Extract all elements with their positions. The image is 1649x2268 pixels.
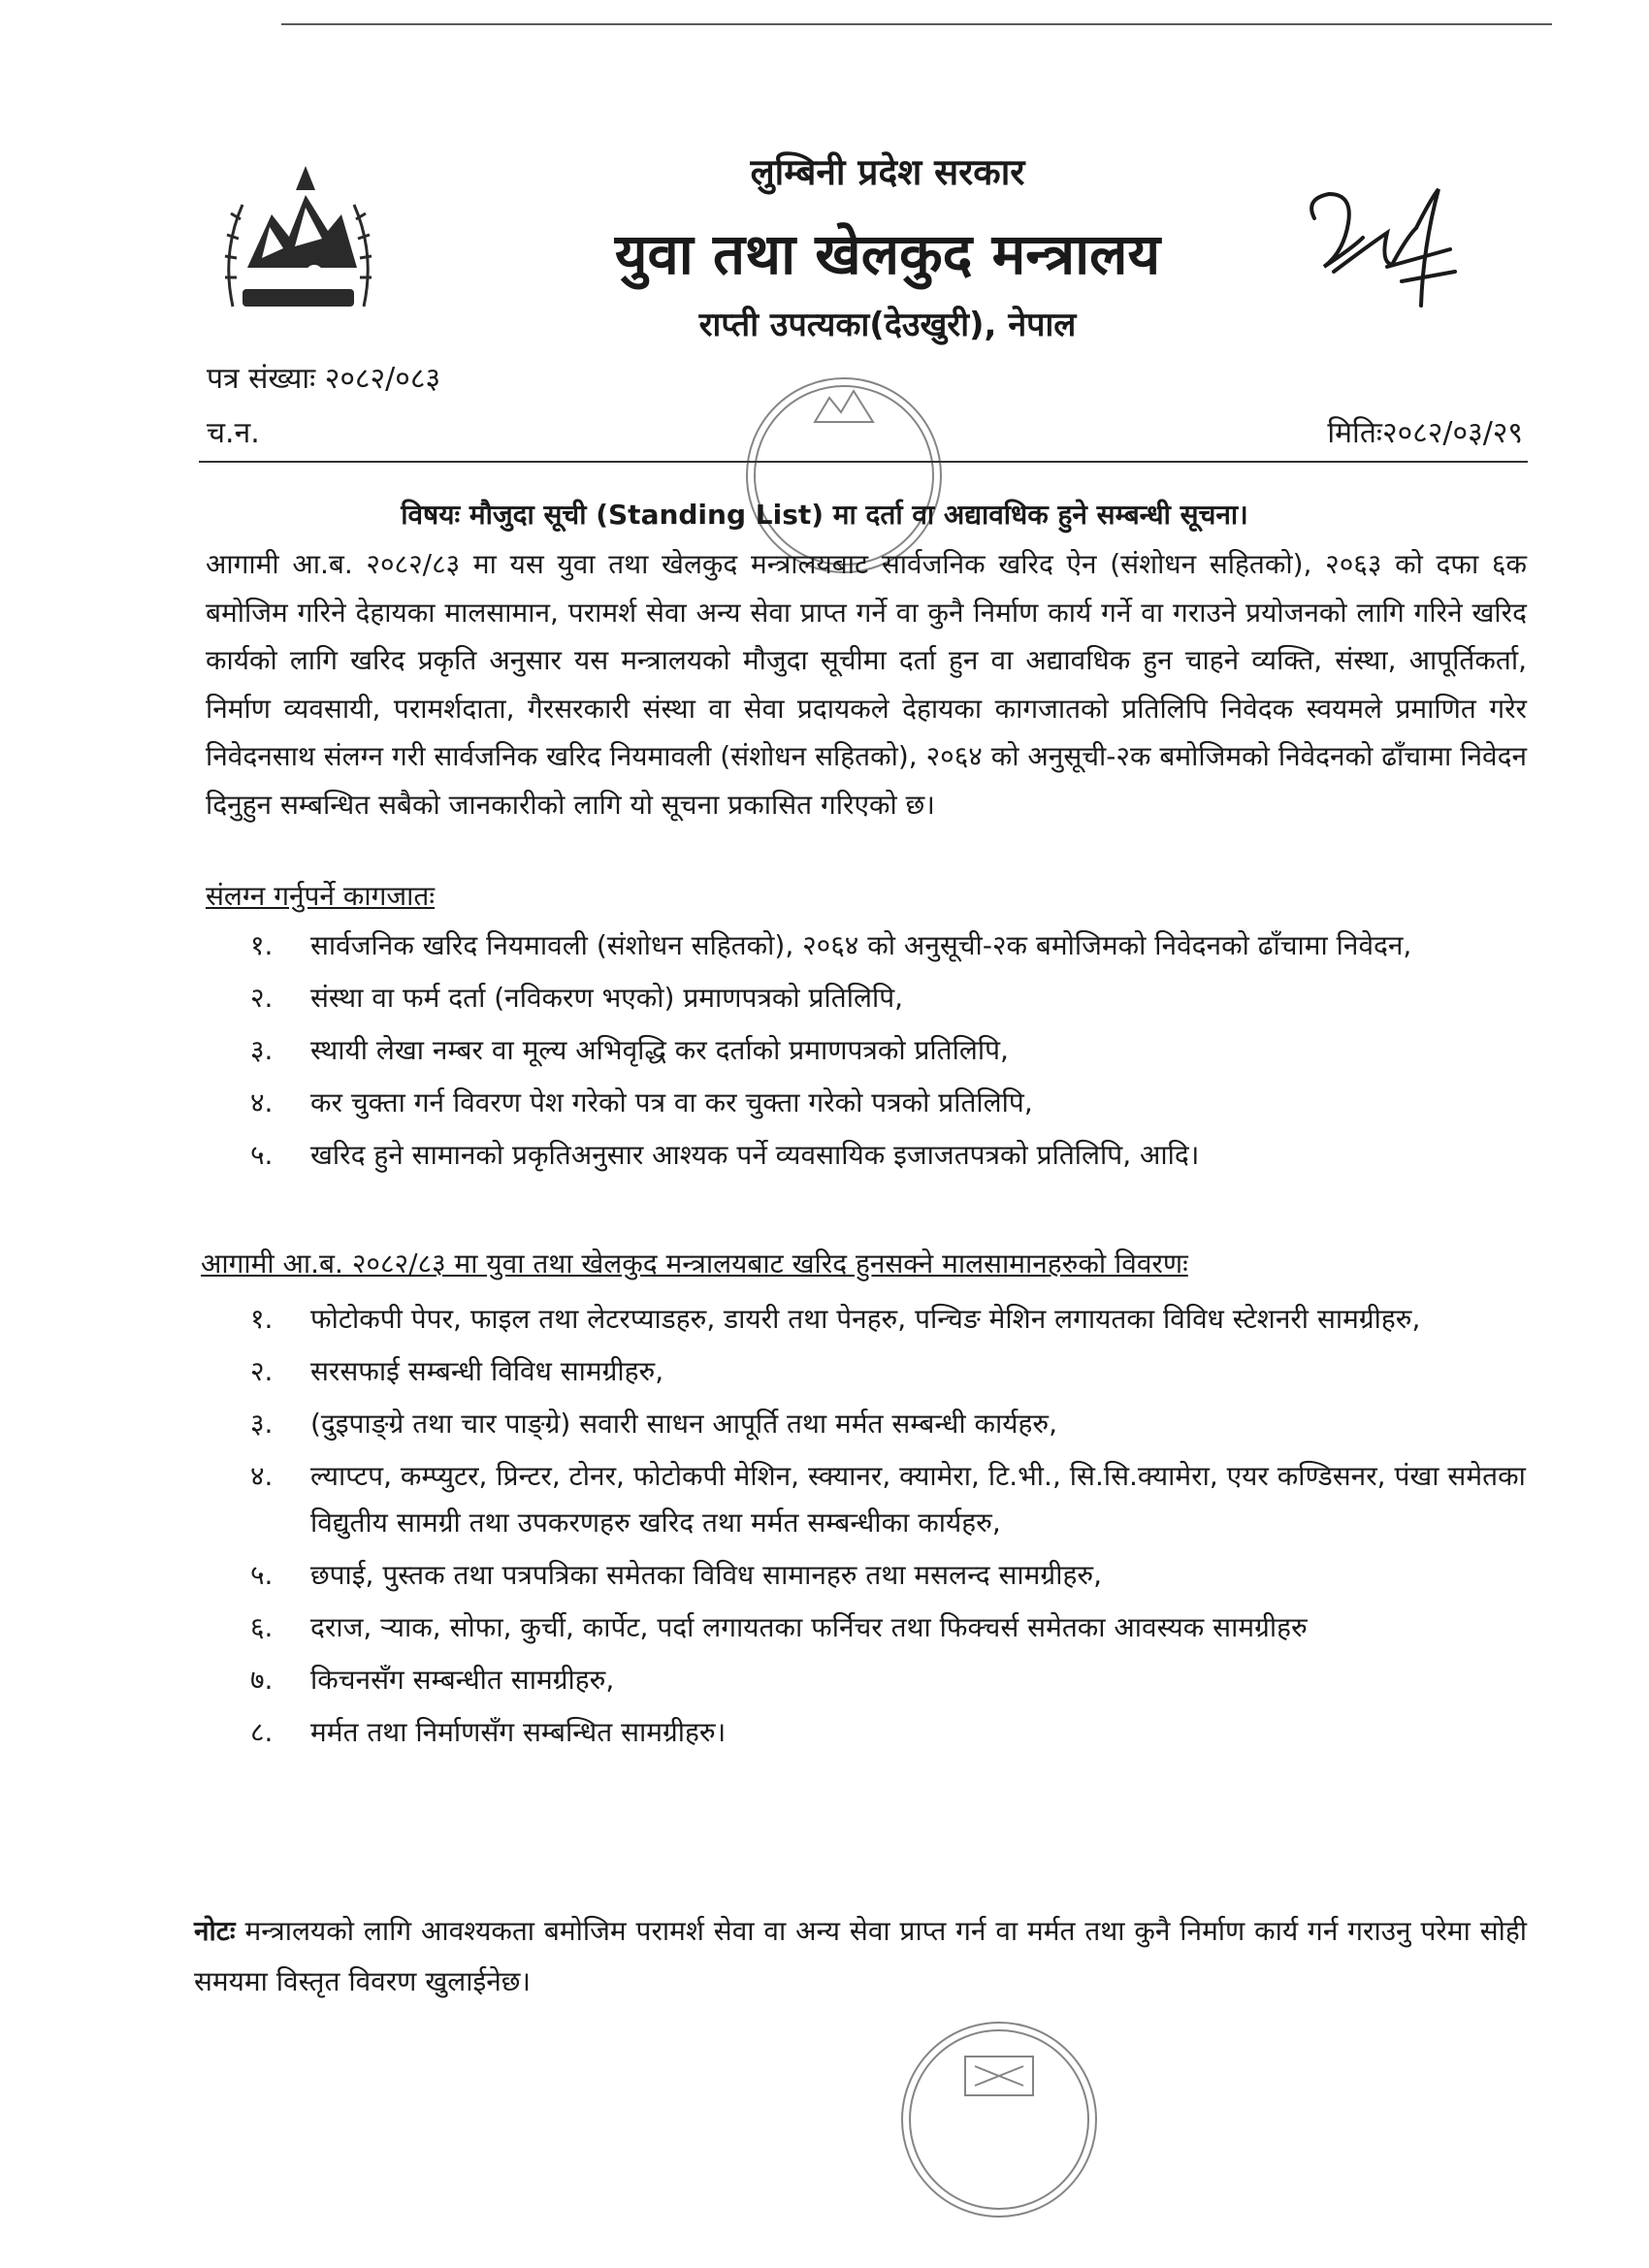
list-item-text: खरिद हुने सामानको प्रकृतिअनुसार आश्यक पर्ने व्यवसायिक इजाजतपत्रको प्रतिलिपि, आदि।	[310, 1139, 1200, 1171]
list-item-number: २.	[250, 1355, 274, 1387]
note-text: मन्त्रालयको लागि आवश्यकता बमोजिम परामर्श सेवा वा अन्य सेवा प्राप्त गर्न वा मर्मत तथा कुनै निर्माण कार्य गर्न गराउनु परेमा सोही समयमा विस्तृत विवरण खुलाईनेछ।	[194, 1915, 1527, 1997]
goods-list	[250, 1296, 1527, 1756]
ministry-name: युवा तथा खेलकुद मन्त्रालय	[614, 221, 1161, 287]
list-item-number: ४.	[250, 1460, 274, 1492]
signature-icon	[1295, 179, 1460, 325]
note-label: नोटः	[194, 1915, 236, 1947]
list-item	[250, 1453, 1527, 1546]
list-item-text: सरसफाई सम्बन्धी विविध सामग्रीहरु,	[310, 1355, 664, 1387]
list-item	[250, 1604, 1527, 1651]
list-item-text: ल्याप्टप, कम्प्युटर, प्रिन्टर, टोनर, फोटोकपी मेशिन, स्क्यानर, क्यामेरा, टि.भी., सि.सि.क्यामेरा, एयर कण्डिसनर, पंखा समेतका विद्युतीय सामग्री तथा उपकरणहरु खरिद तथा मर्मत सम्बन्धीका कार्यहरु,	[310, 1460, 1526, 1539]
list-item-text: किचनसँग सम्बन्धीत सामग्रीहरु,	[310, 1664, 615, 1696]
documents-section-title: संलग्न गर्नुपर्ने कागजातः	[206, 880, 436, 912]
list-item-number: १.	[250, 1303, 274, 1335]
list-item-number: ५.	[250, 1139, 274, 1171]
list-item	[250, 1080, 1527, 1126]
list-item-number: ३.	[250, 1408, 274, 1440]
intro-paragraph: आगामी आ.ब. २०८२/८३ मा यस युवा तथा खेलकुद मन्त्रालयबाट सार्वजनिक खरिद ऐन (संशोधन सहितको), २०६३ को दफा ६क बमोजिम गरिने देहायका मालसामान, परामर्श सेवा अन्य सेवा प्राप्त गर्ने वा कुनै निर्माण कार्य गर्ने वा गराउने प्रयोजनको लागि गरिने खरिद कार्यको लागि खरिद प्रकृति अनुसार यस मन्त्रालयको मौजुदा सूचीमा दर्ता हुन वा अद्यावधिक हुन चाहने व्यक्ति, संस्था, आपूर्तिकर्ता, निर्माण व्यवसायी, परामर्शदाता, गैरसरकारी संस्था वा सेवा प्रदायकले देहायका कागजातको प्रतिलिपि निवेदक स्वयमले प्रमाणित गरेर निवेदनसाथ संलग्न गरी सार्वजनिक खरिद नियमावली (संशोधन सहितको), २०६४ को अनुसूची-२क बमोजिमको निवेदनको ढाँचामा निवेदन दिनुहुन सम्बन्धित सबैको जानकारीको लागि यो सूचना प्रकासित गरिएको छ।	[206, 548, 1527, 821]
list-item-number: २.	[250, 982, 274, 1014]
list-item-text: फोटोकपी पेपर, फाइल तथा लेटरप्याडहरु, डायरी तथा पेनहरु, पन्चिङ मेशिन लगायतका विविध स्टेशनरी सामग्रीहरु,	[310, 1303, 1421, 1335]
list-item-number: ६.	[250, 1611, 274, 1643]
list-item	[250, 975, 1527, 1021]
list-item-text: दराज, र्‍याक, सोफा, कुर्ची, कार्पेट, पर्दा लगायतका फर्निचर तथा फिक्चर्स समेतका आवस्यक सामग्रीहरु	[310, 1611, 1308, 1643]
list-item-text: (दुइपाङ्ग्रे तथा चार पाङ्ग्रे) सवारी साधन आपूर्ति तथा मर्मत सम्बन्धी कार्यहरु,	[310, 1408, 1058, 1440]
list-item	[250, 1027, 1527, 1074]
list-item-text: मर्मत तथा निर्माणसँग सम्बन्धित सामग्रीहरु।	[310, 1716, 727, 1748]
list-item	[250, 1132, 1527, 1179]
list-item-number: ३.	[250, 1034, 274, 1066]
list-item-number: ८.	[250, 1716, 274, 1748]
note-paragraph	[194, 1906, 1527, 2007]
notice-subject: विषयः मौजुदा सूची (Standing List) मा दर्ता वा अद्यावधिक हुने सम्बन्धी सूचना।	[401, 499, 1248, 531]
list-item	[250, 1657, 1527, 1703]
goods-section-title: आगामी आ.ब. २०८२/८३ मा युवा तथा खेलकुद मन्त्रालयबाट खरिद हुनसक्ने मालसामानहरुको विवरणः	[201, 1247, 1188, 1280]
list-item	[250, 923, 1527, 969]
list-item-number: १.	[250, 929, 274, 961]
letter-date: मितिः२०८२/०३/२९	[1327, 416, 1523, 450]
list-item-text: संस्था वा फर्म दर्ता (नविकरण भएको) प्रमाणपत्रको प्रतिलिपि,	[310, 982, 903, 1014]
list-item-number: ४.	[250, 1086, 274, 1118]
header-divider	[199, 461, 1528, 463]
list-item	[250, 1348, 1527, 1395]
dispatch-number: च.न.	[207, 416, 260, 450]
list-item-text: सार्वजनिक खरिद नियमावली (संशोधन सहितको), २०६४ को अनुसूची-२क बमोजिमको निवेदनको ढाँचामा निवेदन,	[310, 929, 1412, 961]
list-item-text: छपाई, पुस्तक तथा पत्रपत्रिका समेतका विविध सामानहरु तथा मसलन्द सामग्रीहरु,	[310, 1559, 1102, 1591]
list-item-text: कर चुक्ता गर्न विवरण पेश गरेको पत्र वा कर चुक्ता गरेको पत्रको प्रतिलिपि,	[310, 1086, 1033, 1118]
office-stamp-icon	[878, 1998, 1120, 2241]
list-item-number: ५.	[250, 1559, 274, 1591]
province-government-name: लुम्बिनी प्रदेश सरकार	[750, 151, 1025, 193]
documents-list	[250, 923, 1527, 1179]
list-item	[250, 1709, 1527, 1756]
top-rule	[281, 23, 1552, 25]
list-item	[250, 1401, 1527, 1447]
ministry-address: राप्ती उपत्यका(देउखुरी), नेपाल	[698, 306, 1077, 344]
list-item-text: स्थायी लेखा नम्बर वा मूल्य अभिवृद्धि कर दर्ताको प्रमाणपत्रको प्रतिलिपि,	[310, 1034, 1009, 1066]
letter-number: पत्र संख्याः २०८२/०८३	[207, 362, 441, 396]
list-item	[250, 1552, 1527, 1599]
list-item-number: ७.	[250, 1664, 274, 1696]
list-item	[250, 1296, 1527, 1343]
